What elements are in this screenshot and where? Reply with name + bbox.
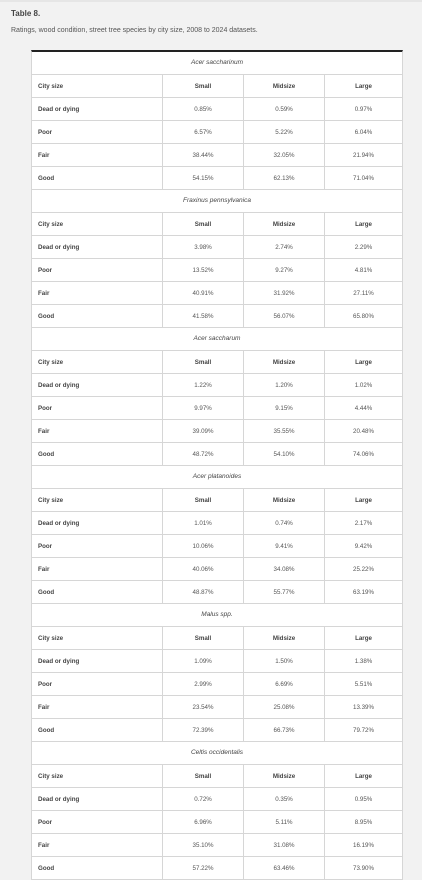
cell-small: 41.58% xyxy=(162,305,243,327)
cell-midsize: 9.15% xyxy=(243,397,324,419)
column-header: City size xyxy=(38,82,64,90)
row-label: Good xyxy=(38,174,55,182)
cell-large: 0.97% xyxy=(324,98,402,120)
column-header: Large xyxy=(324,489,402,511)
cell-large: 5.51% xyxy=(324,673,402,695)
column-header: Midsize xyxy=(243,765,324,787)
cell-large: 71.04% xyxy=(324,167,402,189)
column-header-row xyxy=(32,765,402,788)
species-heading: Acer saccharinum xyxy=(32,52,402,75)
row-label: Fair xyxy=(38,565,50,573)
cell-large: 73.90% xyxy=(324,857,402,879)
column-header: Small xyxy=(162,213,243,235)
cell-midsize: 66.73% xyxy=(243,719,324,741)
row-label: Fair xyxy=(38,151,50,159)
cell-large: 74.06% xyxy=(324,443,402,465)
cell-small: 6.57% xyxy=(162,121,243,143)
table-row xyxy=(32,535,402,558)
cell-large: 1.02% xyxy=(324,374,402,396)
column-header-row xyxy=(32,75,402,98)
table-caption: Ratings, wood condition, street tree species by city size, 2008 to 2024 datasets. xyxy=(11,27,258,34)
cell-large: 21.94% xyxy=(324,144,402,166)
cell-small: 13.52% xyxy=(162,259,243,281)
cell-small: 39.09% xyxy=(162,420,243,442)
table-row xyxy=(32,259,402,282)
cell-large: 79.72% xyxy=(324,719,402,741)
column-header: Large xyxy=(324,351,402,373)
row-label: Poor xyxy=(38,128,53,136)
cell-large: 16.19% xyxy=(324,834,402,856)
cell-small: 9.97% xyxy=(162,397,243,419)
table-row xyxy=(32,673,402,696)
cell-large: 20.48% xyxy=(324,420,402,442)
column-header: Large xyxy=(324,213,402,235)
cell-large: 8.95% xyxy=(324,811,402,833)
row-label: Dead or dying xyxy=(38,381,80,389)
row-label: Good xyxy=(38,312,55,320)
cell-midsize: 63.46% xyxy=(243,857,324,879)
cell-midsize: 34.08% xyxy=(243,558,324,580)
column-header: Midsize xyxy=(243,75,324,97)
cell-large: 9.42% xyxy=(324,535,402,557)
table-row xyxy=(32,98,402,121)
cell-midsize: 5.11% xyxy=(243,811,324,833)
top-divider xyxy=(0,0,422,2)
table-row xyxy=(32,788,402,811)
cell-small: 48.87% xyxy=(162,581,243,603)
row-label: Dead or dying xyxy=(38,657,80,665)
column-header: Large xyxy=(324,627,402,649)
cell-midsize: 0.74% xyxy=(243,512,324,534)
cell-midsize: 62.13% xyxy=(243,167,324,189)
row-label: Dead or dying xyxy=(38,795,80,803)
table-row xyxy=(32,857,402,879)
row-label: Poor xyxy=(38,818,53,826)
column-header: Large xyxy=(324,765,402,787)
row-label: Poor xyxy=(38,680,53,688)
row-label: Fair xyxy=(38,703,50,711)
cell-large: 13.39% xyxy=(324,696,402,718)
cell-midsize: 56.07% xyxy=(243,305,324,327)
cell-large: 6.04% xyxy=(324,121,402,143)
cell-small: 0.72% xyxy=(162,788,243,810)
row-label: Fair xyxy=(38,289,50,297)
cell-small: 35.10% xyxy=(162,834,243,856)
column-header-row xyxy=(32,627,402,650)
cell-small: 38.44% xyxy=(162,144,243,166)
cell-midsize: 32.05% xyxy=(243,144,324,166)
cell-small: 72.39% xyxy=(162,719,243,741)
cell-midsize: 6.69% xyxy=(243,673,324,695)
table-row xyxy=(32,144,402,167)
table-row xyxy=(32,581,402,604)
cell-small: 2.99% xyxy=(162,673,243,695)
cell-small: 0.85% xyxy=(162,98,243,120)
row-label: Good xyxy=(38,588,55,596)
column-header: Midsize xyxy=(243,489,324,511)
cell-large: 4.81% xyxy=(324,259,402,281)
cell-small: 40.91% xyxy=(162,282,243,304)
cell-midsize: 1.20% xyxy=(243,374,324,396)
cell-midsize: 1.50% xyxy=(243,650,324,672)
cell-midsize: 55.77% xyxy=(243,581,324,603)
species-heading: Acer saccharum xyxy=(32,328,402,351)
table-row xyxy=(32,512,402,535)
cell-large: 2.29% xyxy=(324,236,402,258)
cell-midsize: 0.59% xyxy=(243,98,324,120)
column-header: City size xyxy=(38,220,64,228)
cell-midsize: 25.08% xyxy=(243,696,324,718)
column-header: Midsize xyxy=(243,213,324,235)
cell-large: 2.17% xyxy=(324,512,402,534)
cell-large: 4.44% xyxy=(324,397,402,419)
table-row xyxy=(32,236,402,259)
table-row xyxy=(32,811,402,834)
table-row xyxy=(32,167,402,190)
table-row xyxy=(32,420,402,443)
cell-midsize: 31.08% xyxy=(243,834,324,856)
cell-midsize: 0.35% xyxy=(243,788,324,810)
table-row xyxy=(32,374,402,397)
data-table xyxy=(31,50,403,880)
column-header: City size xyxy=(38,772,64,780)
column-header: Midsize xyxy=(243,351,324,373)
row-label: Dead or dying xyxy=(38,243,80,251)
row-label: Fair xyxy=(38,427,50,435)
column-header: Small xyxy=(162,351,243,373)
row-label: Poor xyxy=(38,542,53,550)
column-header: City size xyxy=(38,358,64,366)
table-row xyxy=(32,696,402,719)
column-header-row xyxy=(32,351,402,374)
column-header-row xyxy=(32,213,402,236)
cell-midsize: 2.74% xyxy=(243,236,324,258)
cell-large: 63.19% xyxy=(324,581,402,603)
row-label: Poor xyxy=(38,404,53,412)
cell-large: 25.22% xyxy=(324,558,402,580)
cell-small: 1.01% xyxy=(162,512,243,534)
column-header-row xyxy=(32,489,402,512)
cell-small: 40.06% xyxy=(162,558,243,580)
table-row xyxy=(32,558,402,581)
cell-small: 57.22% xyxy=(162,857,243,879)
table-row xyxy=(32,834,402,857)
row-label: Dead or dying xyxy=(38,105,80,113)
table-row xyxy=(32,443,402,466)
table-row xyxy=(32,282,402,305)
column-header: Midsize xyxy=(243,627,324,649)
row-label: Good xyxy=(38,450,55,458)
cell-midsize: 35.55% xyxy=(243,420,324,442)
column-header: Small xyxy=(162,627,243,649)
cell-midsize: 9.27% xyxy=(243,259,324,281)
cell-small: 48.72% xyxy=(162,443,243,465)
cell-small: 10.06% xyxy=(162,535,243,557)
column-header: Small xyxy=(162,765,243,787)
cell-large: 1.38% xyxy=(324,650,402,672)
column-header: City size xyxy=(38,496,64,504)
cell-midsize: 54.10% xyxy=(243,443,324,465)
table-title: Table 8. xyxy=(11,9,41,18)
cell-large: 27.11% xyxy=(324,282,402,304)
cell-small: 6.96% xyxy=(162,811,243,833)
cell-midsize: 9.41% xyxy=(243,535,324,557)
cell-small: 1.09% xyxy=(162,650,243,672)
row-label: Poor xyxy=(38,266,53,274)
cell-small: 1.22% xyxy=(162,374,243,396)
cell-midsize: 31.92% xyxy=(243,282,324,304)
table-row xyxy=(32,719,402,742)
species-heading: Fraxinus pennsylvanica xyxy=(32,190,402,213)
table-row xyxy=(32,650,402,673)
species-heading: Acer platanoides xyxy=(32,466,402,489)
row-label: Fair xyxy=(38,841,50,849)
table-row xyxy=(32,121,402,144)
row-label: Good xyxy=(38,864,55,872)
row-label: Good xyxy=(38,726,55,734)
cell-small: 3.98% xyxy=(162,236,243,258)
table-row xyxy=(32,397,402,420)
row-label: Dead or dying xyxy=(38,519,80,527)
species-heading: Celtis occidentalis xyxy=(32,742,402,765)
column-header: City size xyxy=(38,634,64,642)
cell-large: 65.80% xyxy=(324,305,402,327)
cell-midsize: 5.22% xyxy=(243,121,324,143)
column-header: Small xyxy=(162,489,243,511)
cell-large: 0.95% xyxy=(324,788,402,810)
column-header: Small xyxy=(162,75,243,97)
column-header: Large xyxy=(324,75,402,97)
cell-small: 54.15% xyxy=(162,167,243,189)
species-heading: Malus spp. xyxy=(32,604,402,627)
table-row xyxy=(32,305,402,328)
cell-small: 23.54% xyxy=(162,696,243,718)
